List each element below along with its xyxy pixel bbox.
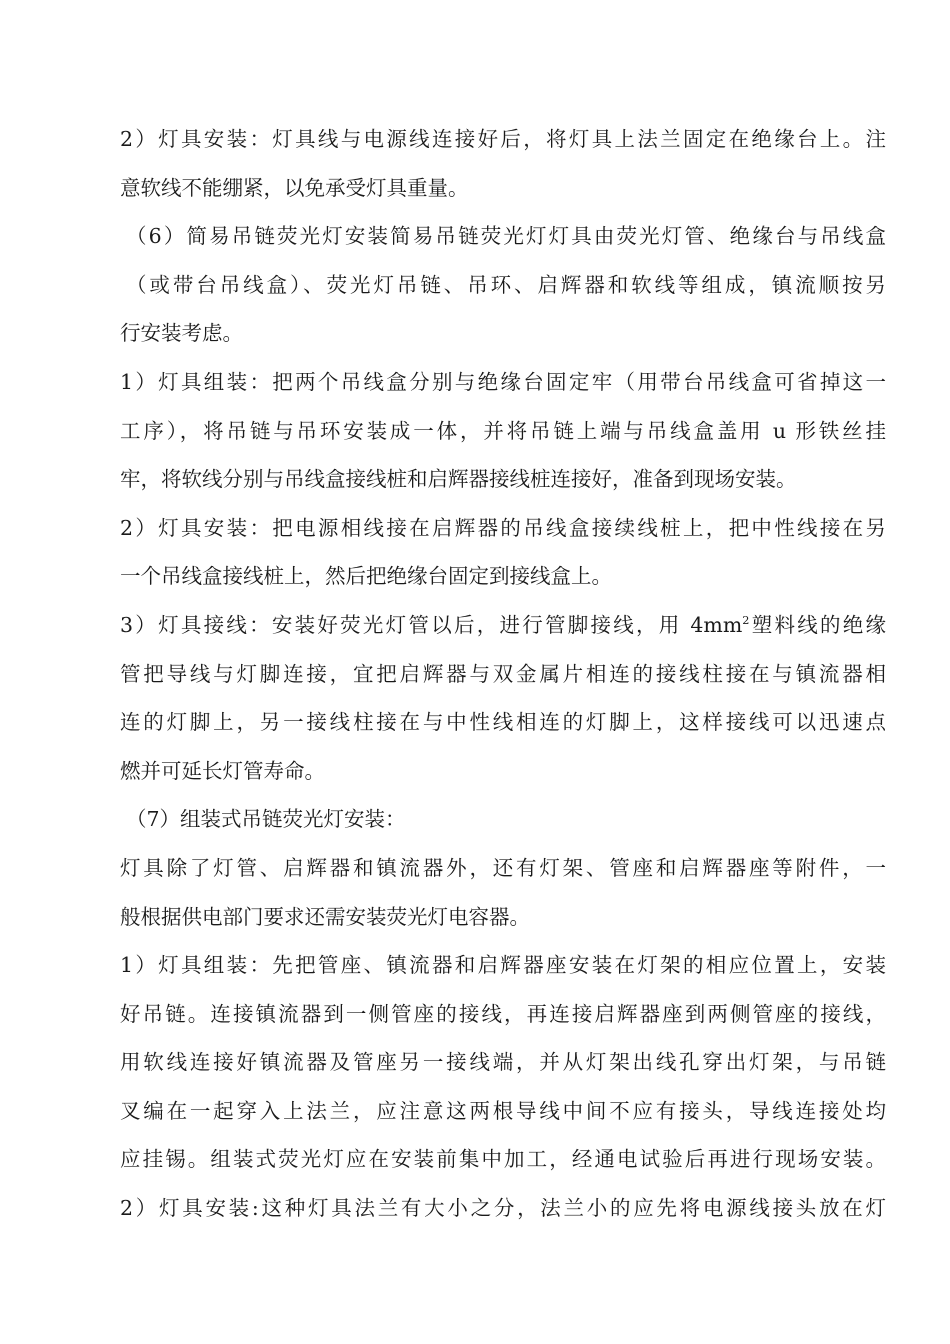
text-line: 2）灯具安装:这种灯具法兰有大小之分，法兰小的应先将电源线接头放在灯: [120, 1196, 886, 1221]
paragraph-lamp-install-2b: [120, 504, 886, 601]
text-line: 2）灯具安装：把电源相线接在启辉器的吊线盒接续线桩上，把中性线接在另: [120, 515, 886, 540]
paragraph-lamp-assembly-1: [120, 358, 886, 504]
text-line: 2）灯具安装：灯具线与电源线连接好后，将灯具上法兰固定在绝缘台上。注: [120, 127, 886, 151]
text-line: 一个吊线盒接线桩上，然后把绝缘台固定到接线盒上。: [120, 564, 612, 589]
text-line: 牢，将软线分别与吊线盒接线桩和启辉器接线桩连接好，准备到现场安装。: [120, 467, 797, 492]
text-line: 连的灯脚上，另一接线柱接在与中性线相连的灯脚上，这样接线可以迅速点: [120, 710, 886, 735]
text-line: 工序），将吊链与吊环安装成一体，并将吊链上端与吊线盒盖用 u 形铁丝挂: [120, 418, 886, 443]
text-line: 应挂锡。组装式荧光灯应在安装前集中加工，经通电试验后再进行现场安装。: [120, 1147, 886, 1172]
paragraph-simple-chain-lamp: [120, 212, 886, 358]
text-segment: 塑料线的绝缘: [749, 612, 887, 637]
text-line: 意软线不能绷紧，以免承受灯具重量。: [120, 175, 469, 200]
text-line: 用软线连接好镇流器及管座另一接线端，并从灯架出线孔穿出灯架，与吊链: [120, 1050, 886, 1075]
text-line: 好吊链。连接镇流器到一侧管座的接线，再连接启辉器座到两侧管座的接线，: [120, 1001, 886, 1026]
text-segment: 3）灯具接线：安装好荧光灯管以后，进行管脚接线，用 4mm: [120, 612, 743, 637]
text-line: 行安装考虑。: [120, 321, 243, 346]
text-line: 叉编在一起穿入上法兰，应注意这两根导线中间不应有接头，导线连接处均: [120, 1098, 886, 1123]
text-line-with-superscript: [120, 601, 886, 650]
text-line: 1）灯具组装：先把管座、镇流器和启辉器座安装在灯架的相应位置上，安装: [120, 953, 886, 978]
paragraph-lamp-install-2: [120, 115, 886, 212]
document-page: [120, 115, 886, 1233]
paragraph-heading-7: [120, 795, 886, 844]
text-line: 灯具除了灯管、启辉器和镇流器外，还有灯架、管座和启辉器座等附件，一: [120, 855, 886, 880]
text-line: 管把导线与灯脚连接，宜把启辉器与双金属片相连的接线柱接在与镇流器相: [120, 661, 886, 686]
paragraph-lamp-assembly-1b: [120, 941, 886, 1184]
text-line: 1）灯具组装：把两个吊线盒分别与绝缘台固定牢（用带台吊线盒可省掉这一: [120, 369, 886, 394]
paragraph-lamp-wiring-3: [120, 601, 886, 795]
section-heading: （7）组装式吊链荧光灯安装：: [126, 807, 406, 832]
paragraph-lamp-install-2c: [120, 1184, 886, 1233]
text-line: （或带台吊线盒）、荧光灯吊链、吊环、启辉器和软线等组成，镇流顺按另: [126, 272, 886, 297]
text-line: 燃并可延长灯管寿命。: [120, 758, 325, 783]
superscript-unit: 2: [742, 614, 750, 628]
text-line: 般根据供电部门要求还需安装荧光灯电容器。: [120, 904, 530, 929]
paragraph-accessories: [120, 844, 886, 941]
text-line: （6）简易吊链荧光灯安装简易吊链荧光灯灯具由荧光灯管、绝缘台与吊线盒: [126, 224, 886, 249]
